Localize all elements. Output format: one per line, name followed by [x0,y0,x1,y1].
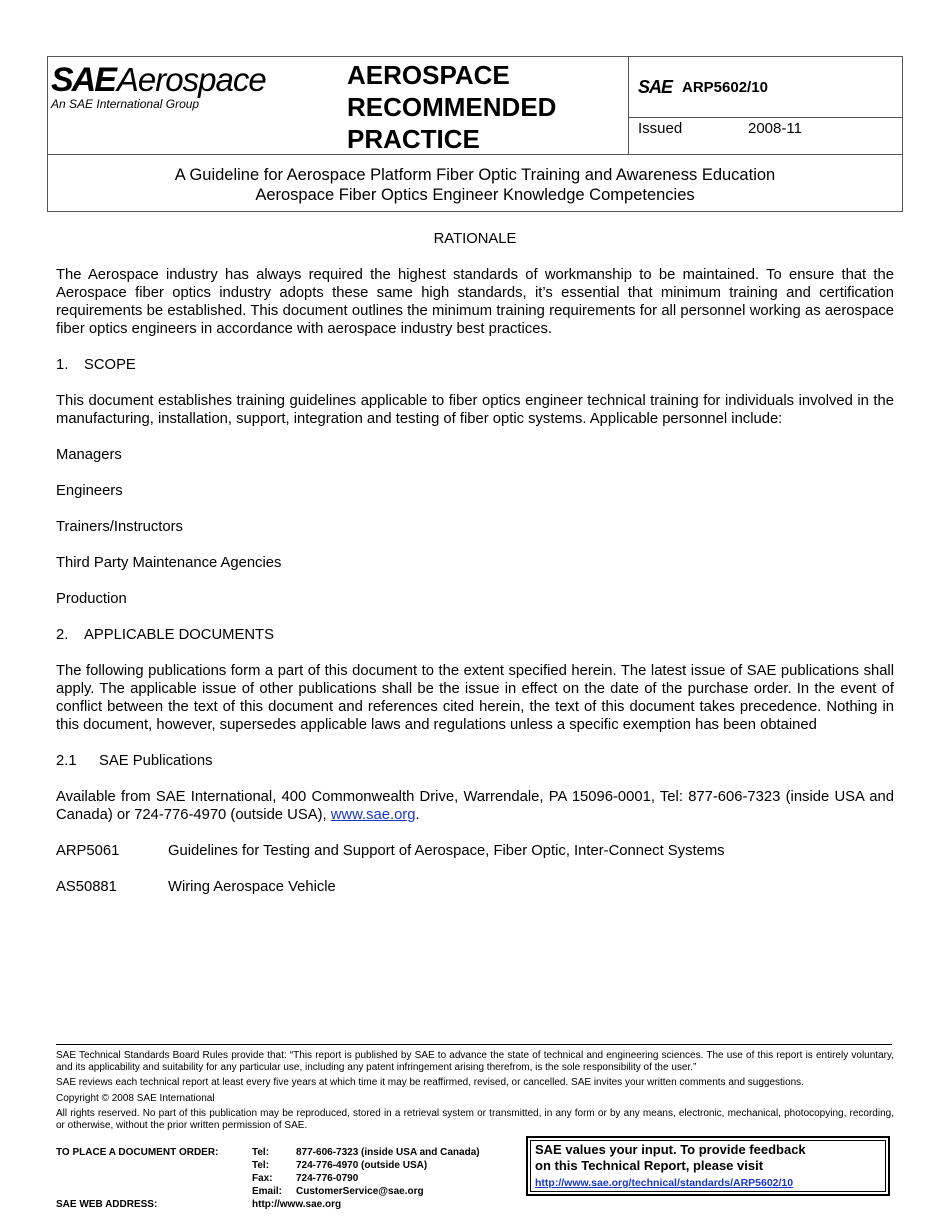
feedback-line-2: on this Technical Report, please visit [535,1158,764,1173]
contact-row [252,1185,522,1198]
contact-row [252,1146,522,1159]
document-title [48,165,902,205]
rights-notice: All rights reserved. No part of this publication may be reproduced, stored in a retrieval system or transmitted, in any form or by any means, electronic, mechanical, photocopying, recording, or otherwise, without the prior written permission of SAE. [56,1108,894,1131]
issued-label: Issued [638,120,683,137]
sae-aerospace-logo [51,63,266,111]
personnel-item: Trainers/Instructors [56,519,183,535]
header-divider [628,117,903,118]
availability-text [56,788,894,824]
contact-value: 724-776-4970 (outside USA) [296,1160,428,1171]
contact-row [252,1159,522,1172]
web-address[interactable]: http://www.sae.org [252,1199,342,1210]
standards-board-rules: SAE Technical Standards Board Rules provide that: “This report is published by SAE to advance the state of technical and engineering sciences. The use of this report is entirely voluntary, and its applicability and suitability for any particular use, including any patent infringement arising therefrom, is the sole responsibility of the user.” [56,1050,894,1073]
document-type: AEROSPACE RECOMMENDED PRACTICE [347,60,557,154]
title-line-2: Aerospace Fiber Optics Engineer Knowledge Competencies [255,186,695,204]
document-header [47,56,903,212]
contact-list [252,1146,522,1211]
contact-email[interactable]: CustomerService@sae.org [296,1186,424,1197]
personnel-item: Production [56,591,127,607]
reference-entry [56,878,894,896]
section-title: APPLICABLE DOCUMENTS [84,627,274,643]
title-line-1: A Guideline for Aerospace Platform Fiber Optic Training and Awareness Education [174,166,776,184]
review-notice: SAE reviews each technical report at least every five years at which time it may be reaffirmed, revised, or cancelled. SAE invites your written comments and suggestions. [56,1077,804,1088]
header-divider [628,57,629,154]
reference-code: ARP5061 [56,843,120,859]
document-body [56,230,894,914]
section-number: 2. [56,627,69,643]
contact-value: 877-606-7323 (inside USA and Canada) [296,1147,480,1158]
contact-row [252,1172,522,1185]
personnel-item: Managers [56,447,122,463]
availability-end: . [415,807,420,823]
contact-key: Fax: [252,1173,273,1184]
web-address-label: SAE WEB ADDRESS: [56,1199,158,1210]
reference-entry [56,842,894,860]
applicable-documents-text: The following publications form a part of this document to the extent specified herein. The latest issue of SAE publications shall apply. The applicable issue of other publications shall be the issue in effect on the date of the purchase order. In the event of conflict between the text of this document and references cited herein, the text of this document takes precedence. Nothing in this document, however, supersedes applicable laws and regulations unless a specific exemption has been obtained [56,663,894,733]
rationale-text: The Aerospace industry has always required the highest standards of workmanship to be maintained. To ensure that the Aerospace fiber optics industry adopts these same high standards, it’s essential that minimum training and certification requirements be established. This document outlines the minimum training requirements for all personnel working as aerospace fiber optics engineers in accordance with aerospace industry best practices. [56,267,894,337]
contact-row [252,1198,522,1211]
subsection-number: 2.1 [56,753,77,769]
document-number: ARP5602/10 [682,79,768,96]
sae-mark-icon: SAE [638,77,673,97]
section-number: 1. [56,357,69,373]
sae-website-link[interactable]: www.sae.org [330,807,416,823]
subsection-heading-sae-publications [56,752,894,770]
personnel-item: Third Party Maintenance Agencies [56,555,282,571]
contact-value: 724-776-0790 [296,1173,359,1184]
legal-footer [56,1050,894,1135]
section-heading-applicable-documents [56,626,894,644]
logo-sae-text: SAE [51,61,115,99]
personnel-item: Engineers [56,483,123,499]
issued-date: 2008-11 [748,120,802,137]
contact-key: Tel: [252,1147,270,1158]
scope-text: This document establishes training guidelines applicable to fiber optics engineer technical training for individuals involved in the manufacturing, installation, support, integration and testing of fiber optic systems. Applicable personnel include: [56,393,894,427]
contact-key: Tel: [252,1160,270,1171]
subsection-title: SAE Publications [99,753,213,769]
document-number-block [638,77,768,98]
section-heading-scope [56,356,894,374]
copyright-notice: Copyright © 2008 SAE International [56,1092,215,1104]
contact-key: Email: [252,1186,283,1197]
reference-code: AS50881 [56,879,117,895]
logo-aerospace-text: Aerospace [116,61,266,98]
reference-title: Wiring Aerospace Vehicle [168,879,336,895]
rationale-heading: RATIONALE [433,231,517,247]
footer-rule [56,1044,892,1045]
logo-tagline: An SAE International Group [51,97,200,111]
feedback-box [526,1136,890,1196]
feedback-link[interactable]: http://www.sae.org/technical/standards/ARP5602/10 [535,1177,794,1189]
reference-title: Guidelines for Testing and Support of Aerospace, Fiber Optic, Inter-Connect Systems [168,843,725,859]
feedback-line-1: SAE values your input. To provide feedback [535,1142,806,1157]
feedback-box-inner-border [530,1140,886,1192]
section-title: SCOPE [84,357,136,373]
availability-sentence: Available from SAE International, 400 Commonwealth Drive, Warrendale, PA 15096-0001, Tel: 877-606-7323 (inside USA and Canada) or 724-776-4970 (outside USA), [56,789,894,823]
order-label: TO PLACE A DOCUMENT ORDER: [56,1147,219,1158]
